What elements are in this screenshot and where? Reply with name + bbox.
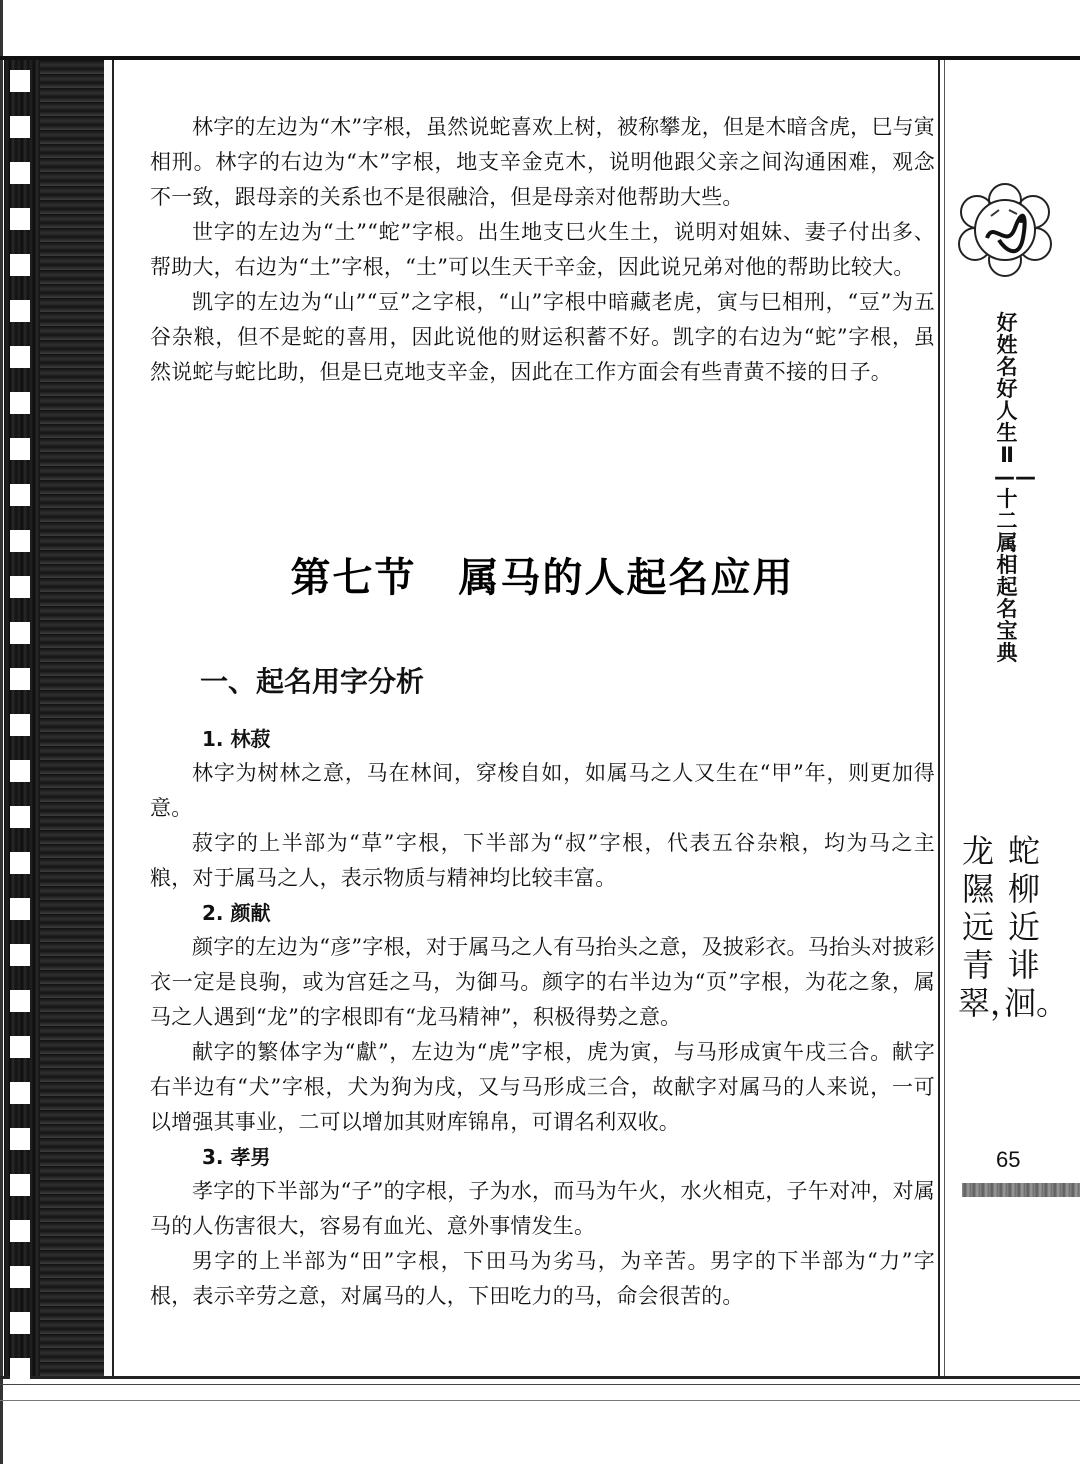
film-sprocket-hole: [10, 162, 30, 184]
film-sprocket-hole: [10, 760, 30, 782]
paragraph-shi: 世字的左边为“土”“蛇”字根。出生地支巳火生土，说明对姐妹、妻子付出多、帮助大，右边为“土”字根，“土”可以生天干辛金，因此说兄弟对他的帮助比较大。: [150, 220, 935, 279]
film-sprocket-hole: [10, 300, 30, 322]
section-title: 第七节 属马的人起名应用: [290, 555, 795, 601]
film-sprocket-hole: [10, 1312, 30, 1334]
film-sprocket-hole: [10, 484, 30, 506]
page-border-bottom-rule: [0, 1400, 1080, 1401]
snake-zodiac-emblem-icon: [955, 180, 1055, 280]
film-strip-edge-line: [112, 60, 114, 1376]
item-3-paragraph: 孝字的下半部为“子”的字根，子为水，而马为午火，水火相克，子午对冲，对属马的人伤害很大，容易有血光、意外事情发生。: [150, 1179, 935, 1238]
film-sprocket-hole: [10, 852, 30, 874]
page-border-top: [0, 56, 1080, 60]
film-sprocket-hole: [10, 1358, 30, 1380]
film-strip-texture: [40, 60, 104, 1376]
page-border-bottom: [0, 1376, 1080, 1379]
film-sprocket-hole: [10, 1036, 30, 1058]
film-sprocket-hole: [10, 806, 30, 828]
right-column-divider: [938, 60, 940, 1376]
film-sprocket-hole: [10, 70, 30, 92]
page-number-bar: [962, 1183, 1080, 1197]
page-border-bottom-inner: [0, 1384, 1080, 1385]
film-sprocket-hole: [10, 944, 30, 966]
film-sprocket-hole: [10, 116, 30, 138]
paragraph-lin: 林字的左边为“木”字根，虽然说蛇喜欢上树，被称攀龙，但是木暗含虎，巳与寅相刑。林字的右边为“木”字根，地支辛金克木，说明他跟父亲之间沟通困难，观念不一致，跟母亲的关系也不是很融洽，但是母亲对他帮助大些。: [150, 115, 935, 209]
item-heading-1: 1. 林菽: [202, 727, 271, 751]
item-1-paragraph: 菽字的上半部为“草”字根，下半部为“叔”字根，代表五谷杂粮，均为马之主粮，对于属马之人，表示物质与精神均比较丰富。: [150, 831, 935, 890]
film-sprocket-hole: [10, 990, 30, 1012]
film-strip-decoration: [4, 60, 114, 1376]
item-2-paragraph: 献字的繁体字为“獻”，左边为“虎”字根，虎为寅，与马形成寅午戌三合。献字右半边有“犬”字根，犬为狗为戌，又与马形成三合，故献字对属马的人来说，一可以增强其事业，二可以增加其财库锦帛，可谓名利双收。: [150, 1040, 935, 1134]
name-analysis-list: [150, 722, 935, 1314]
film-sprocket-hole: [10, 438, 30, 460]
subheading: 一、起名用字分析: [200, 665, 425, 698]
item-heading-2: 2. 颜献: [202, 901, 271, 925]
item-3-paragraph: 男字的上半部为“田”字根，下田马为劣马，为辛苦。男字的下半部为“力”字根，表示辛劳之意，对属马的人，下田吃力的马，命会很苦的。: [150, 1249, 935, 1308]
film-sprocket-hole: [10, 576, 30, 598]
film-sprocket-hole: [10, 1266, 30, 1288]
film-sprocket-hole: [10, 668, 30, 690]
film-sprocket-hole: [10, 1082, 30, 1104]
item-2-paragraph: 颜字的左边为“彦”字根，对于属马之人有马抬头之意，及披彩衣。马抬头对披彩衣一定是良驹，或为宫廷之马，为御马。颜字的右半边为“页”字根，为花之象，属马之人遇到“龙”的字根即有“龙马精神”，积极得势之意。: [150, 935, 935, 1029]
page-border-left: [0, 0, 3, 1464]
film-sprocket-hole: [10, 208, 30, 230]
film-sprocket-hole: [10, 1220, 30, 1242]
film-sprocket-hole: [10, 714, 30, 736]
film-sprocket-hole: [10, 622, 30, 644]
film-sprocket-hole: [10, 530, 30, 552]
item-1-paragraph: 林字为树林之意，马在林间，穿梭自如，如属马之人又生在“甲”年，则更加得意。: [150, 761, 935, 820]
film-sprocket-hole: [10, 1174, 30, 1196]
poem-line-right: 蛇柳近诽洄。: [1004, 832, 1069, 1022]
film-sprocket-hole: [10, 254, 30, 276]
film-sprocket-hole: [10, 346, 30, 368]
item-heading-3: 3. 孝男: [202, 1145, 271, 1169]
page-number: 65: [996, 1147, 1021, 1172]
poem-line-left: 龙隰远青翠，: [958, 832, 1023, 1022]
film-sprocket-hole: [10, 898, 30, 920]
paragraph-kai: 凯字的左边为“山”“豆”之字根，“山”字根中暗藏老虎，寅与巳相刑，“豆”为五谷杂粮，但不是蛇的喜用，因此说他的财运积蓄不好。凯字的右边为“蛇”字根，虽然说蛇与蛇比助，但是巳克地支辛金，因此在工作方面会有些青黄不接的日子。: [150, 290, 935, 384]
film-sprocket-hole: [10, 392, 30, 414]
top-body-text: [150, 110, 935, 390]
right-column-divider-thin: [944, 60, 945, 1376]
film-sprocket-hole: [10, 1128, 30, 1150]
book-title-vertical: 好姓名好人生Ⅱ——十二属相起名宝典: [994, 311, 1036, 665]
